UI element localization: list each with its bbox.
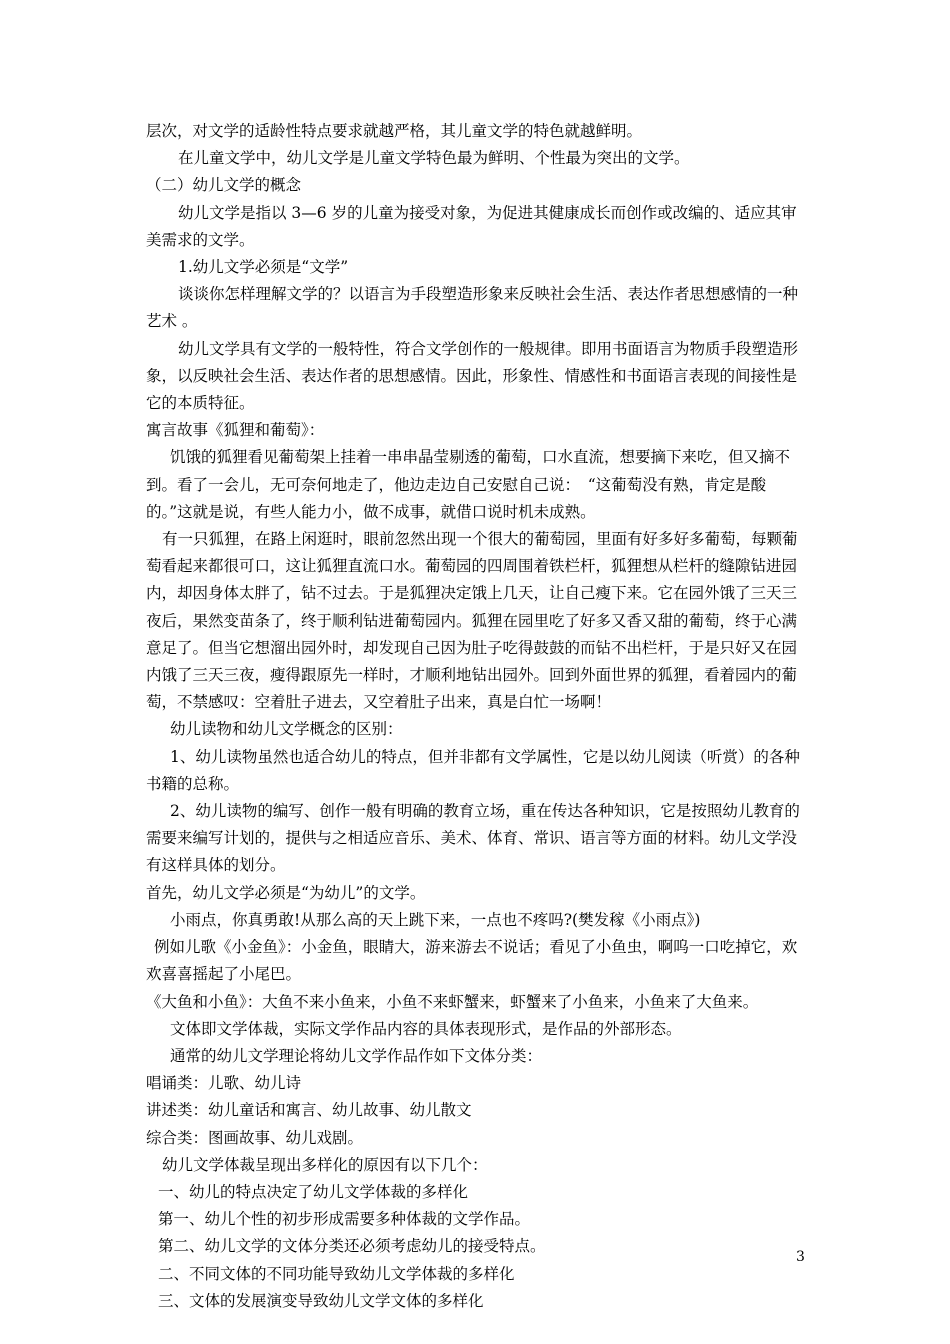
paragraph: 层次，对文学的适龄性特点要求就越严格，其儿童文学的特色就越鲜明。	[146, 122, 643, 140]
paragraph: 幼儿文学体裁呈现出多样化的原因有以下几个：	[162, 1155, 488, 1174]
page-number: 3	[796, 1249, 805, 1265]
list-item: 三、文体的发展演变导致幼儿文学文体的多样化	[158, 1291, 484, 1310]
paragraph: 在儿童文学中，幼儿文学是儿童文学特色最为鲜明、个性最为突出的文学。	[178, 149, 690, 168]
paragraph: 通常的幼儿文学理论将幼儿文学作品作如下文体分类：	[170, 1046, 543, 1065]
paragraph: 谈谈你怎样理解文学的？以语言为手段塑造形象来反映社会生活、表达作者思想感情的一种艺术 。	[146, 285, 799, 331]
list-item: 第一、幼儿个性的初步形成需要多种体裁的文学作品。	[158, 1210, 531, 1229]
paragraph: 1、幼儿读物虽然也适合幼儿的特点，但并非都有文学属性，它是以幼儿阅读（听赏）的各种书籍的总称。	[146, 747, 800, 793]
paragraph: 幼儿文学是指以 3—6 岁的儿童为接受对象，为促进其健康成长而创作或改编的、适应其审美需求的文学。	[146, 203, 797, 249]
story-title: 寓言故事《狐狸和葡萄》：	[146, 421, 325, 440]
section-heading: （二）幼儿文学的概念	[146, 176, 302, 195]
list-item: 二、不同文体的不同功能导致幼儿文学体裁的多样化	[158, 1264, 515, 1283]
paragraph: 幼儿文学具有文学的一般特性，符合文学创作的一般规律。即用书面语言为物质手段塑造形象，以反映社会生活、表达作者的思想感情。因此，形象性、情感性和书面语言表现的间接性是它的本质特征。	[146, 339, 799, 413]
body-text	[146, 118, 810, 1315]
list-item: 综合类：图画故事、幼儿戏剧。	[146, 1128, 364, 1147]
subsection-heading: 1.幼儿文学必须是“文学”	[178, 258, 349, 277]
list-item: 讲述类：幼儿童话和寓言、幼儿故事、幼儿散文	[146, 1101, 472, 1120]
paragraph: 2、幼儿读物的编写、创作一般有明确的教育立场，重在传达各种知识，它是按照幼儿教育的需要来编写计划的，提供与之相适应音乐、美术、体育、常识、语言等方面的材料。幼儿文学没有这样具体的划分。	[146, 802, 800, 875]
paragraph: 例如儿歌《小金鱼》：小金鱼，眼睛大，游来游去不说话；看见了小鱼虫，啊呜一口吃掉它，欢欢喜喜摇起了小尾巴。	[146, 938, 798, 984]
paragraph: 饥饿的狐狸看见葡萄架上挂着一串串晶莹剔透的葡萄，口水直流，想要摘下来吃，但又摘不到。看了一会儿，无可奈何地走了，他边走边自己安慰自己说： “这葡萄没有熟，肯定是酸的。”这就是说，有些人能力小，做不成事，就借口说时机未成熟。	[146, 448, 791, 521]
paragraph: 《大鱼和小鱼》：大鱼不来小鱼来，小鱼不来虾蟹来，虾蟹来了小鱼来，小鱼来了大鱼来。	[146, 992, 759, 1011]
paragraph: 小雨点，你真勇敢!从那么高的天上跳下来，一点也不疼吗?(樊发稼《小雨点》)	[170, 910, 701, 929]
paragraph: 有一只狐狸，在路上闲逛时，眼前忽然出现一个很大的葡萄园，里面有好多好多葡萄，每颗葡萄看起来都很可口，这让狐狸直流口水。葡萄园的四周围着铁栏杆，狐狸想从栏杆的缝隙钻进园内，却因身体太胖了，钻不过去。于是狐狸决定饿上几天，让自己瘦下来。它在园外饿了三天三夜后，果然变苗条了，终于顺利钻进葡萄园内。狐狸在园里吃了好多又香又甜的葡萄，终于心满意足了。但当它想溜出园外时，却发现自己因为肚子吃得鼓鼓的而钻不出栏杆，于是只好又在园内饿了三天三夜，瘦得跟原先一样时，才顺利地钻出园外。回到外面世界的狐狸，看着园内的葡萄，不禁感叹：空着肚子进去，又空着肚子出来，真是白忙一场啊！	[146, 530, 798, 712]
paragraph: 首先，幼儿文学必须是“为幼儿”的文学。	[146, 883, 426, 902]
paragraph: 幼儿读物和幼儿文学概念的区别：	[170, 720, 403, 739]
paragraph: 文体即文学体裁，实际文学作品内容的具体表现形式，是作品的外部形态。	[170, 1019, 682, 1038]
list-item: 第二、幼儿文学的文体分类还必须考虑幼儿的接受特点。	[158, 1237, 546, 1256]
list-item: 一、幼儿的特点决定了幼儿文学体裁的多样化	[158, 1182, 469, 1201]
list-item: 唱诵类：儿歌、幼儿诗	[146, 1074, 302, 1093]
